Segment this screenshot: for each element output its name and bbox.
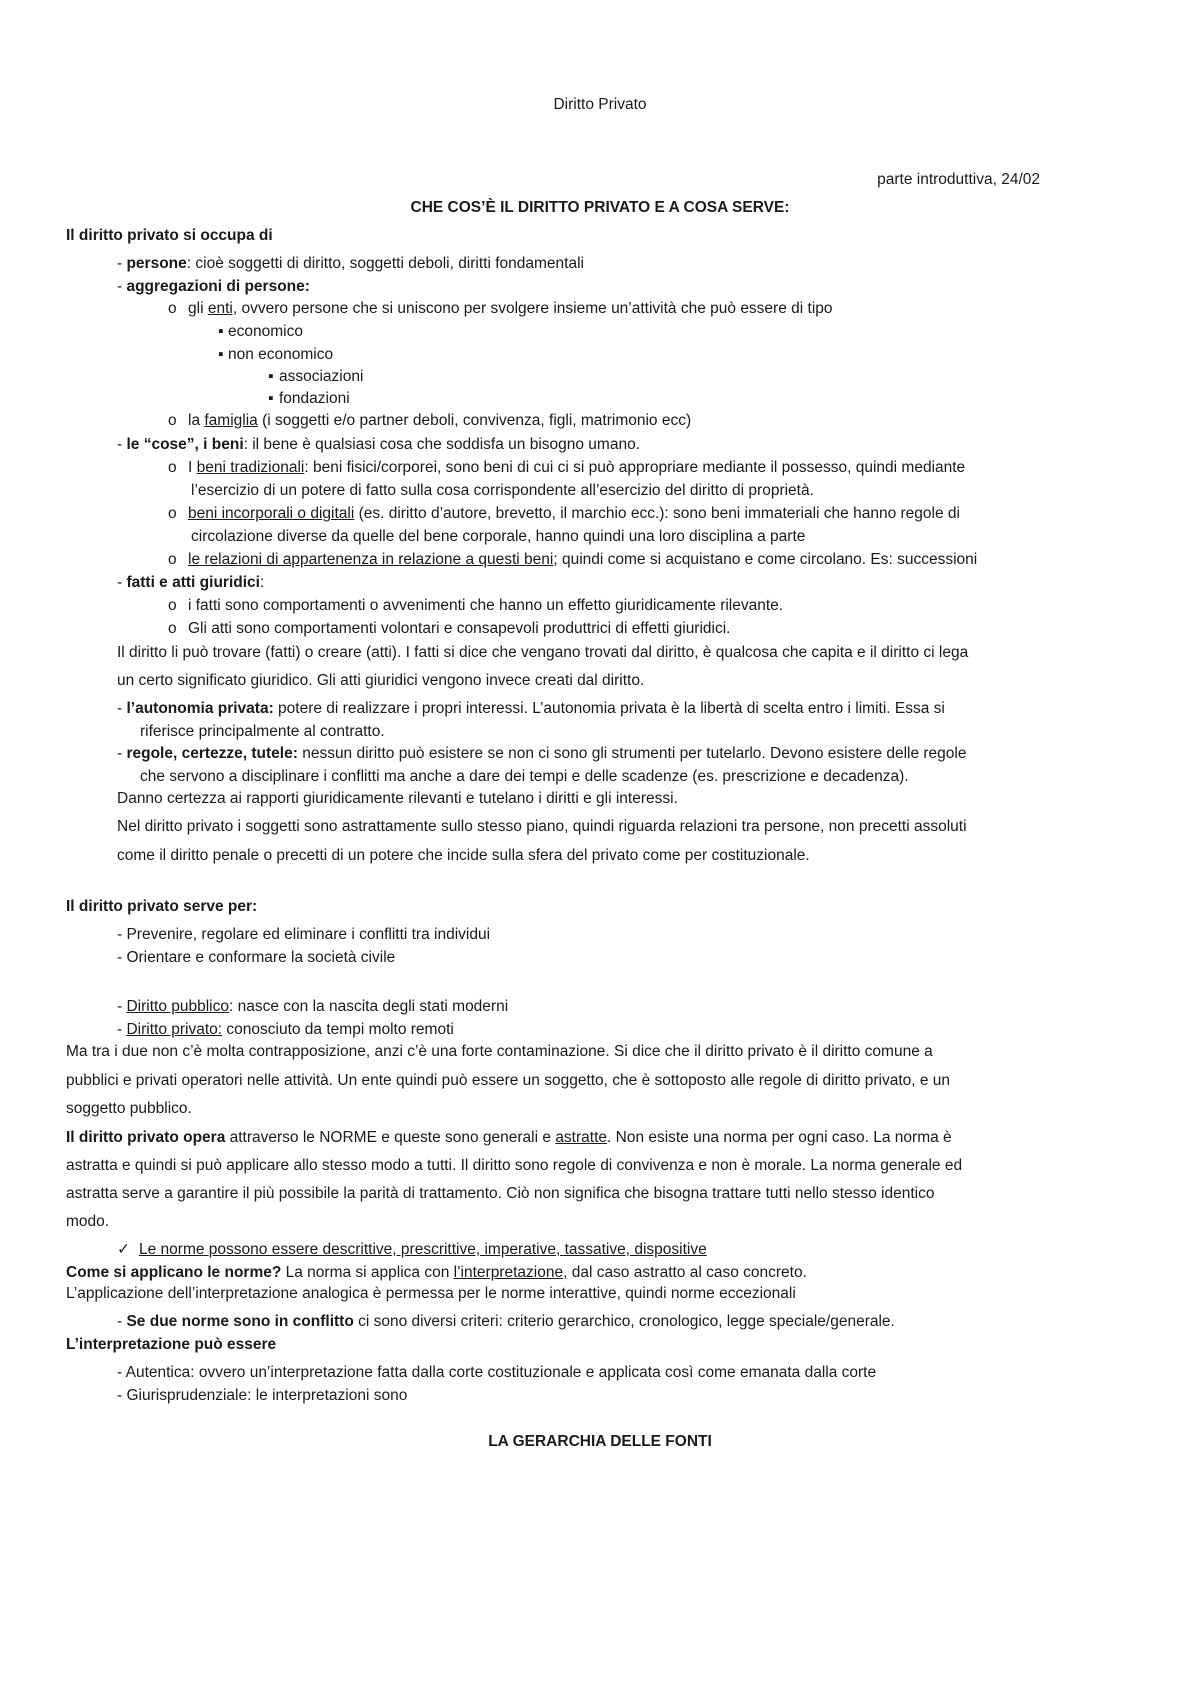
paragraph: L’applicazione dell’interpretazione analogica è permessa per le norme interattive, quindi norme eccezionali (66, 1285, 796, 1302)
list-item: - regole, certezze, tutele: nessun diritto può esistere se non ci sono gli strumenti per tutelarlo. Devono esistere delle regole (117, 745, 967, 762)
list-item: - aggregazioni di persone: (117, 278, 310, 295)
checkmark-icon: ✓ (117, 1241, 130, 1258)
paragraph: Nel diritto privato i soggetti sono astrattamente sullo stesso piano, quindi riguarda relazioni tra persone, non precetti assoluti (117, 818, 967, 835)
text-line: riferisce principalmente al contratto. (140, 723, 385, 740)
list-item: - Autentica: ovvero un’interpretazione fatta dalla corte costituzionale e applicata così come emanata dalla corte (117, 1364, 877, 1381)
section-heading: LA GERARCHIA DELLE FONTI (488, 1433, 712, 1450)
list-item: ▪ economico (218, 323, 303, 340)
paragraph: soggetto pubblico. (66, 1100, 192, 1117)
paragraph: un certo significato giuridico. Gli atti giuridici vengono invece creati dal diritto. (117, 672, 645, 689)
list-item: - l’autonomia privata: potere di realizzare i propri interessi. L’autonomia privata è la libertà di scelta entro i limiti. Essa si (117, 700, 945, 717)
list-item: - Orientare e conformare la società civile (117, 949, 396, 966)
list-item: - Giurisprudenziale: le interpretazioni sono (117, 1387, 408, 1404)
section-heading: Il diritto privato serve per: (66, 898, 258, 915)
text-line: circolazione diverse da quelle del bene corporale, hanno quindi una loro disciplina a parte (191, 528, 806, 545)
paragraph: pubblici e privati operatori nelle attività. Un ente quindi può essere un soggetto, che è sottoposto alle regole di diritto privato, e un (66, 1072, 951, 1089)
intro-heading: Il diritto privato si occupa di (66, 227, 273, 244)
list-item: - Diritto privato: conosciuto da tempi molto remoti (117, 1021, 454, 1038)
list-item: o la famiglia (i soggetti e/o partner deboli, convivenza, figli, matrimonio ecc) (168, 412, 692, 429)
list-item: ▪ fondazioni (268, 390, 350, 407)
date-note: parte introduttiva, 24/02 (877, 171, 1040, 188)
section-heading: CHE COS’È IL DIRITTO PRIVATO E A COSA SERVE: (410, 199, 790, 216)
paragraph: astratta serve a garantire il più possibile la parità di trattamento. Ciò non significa che bisogna trattare tutti nello stesso identico (66, 1185, 935, 1202)
paragraph: Il diritto privato opera attraverso le NORME e queste sono generali e astratte. Non esiste una norma per ogni caso. La norma è (66, 1129, 952, 1146)
list-item: - Prevenire, regolare ed eliminare i conflitti tra individui (117, 926, 491, 943)
document-title: Diritto Privato (553, 96, 647, 113)
checklist-item: ✓ Le norme possono essere descrittive, prescrittive, imperative, tassative, dispositive (117, 1241, 707, 1258)
paragraph: Il diritto li può trovare (fatti) o creare (atti). I fatti si dice che vengano trovati dal diritto, è qualcosa che capita e il diritto ci lega (117, 644, 969, 661)
paragraph: Come si applicano le norme? La norma si applica con l’interpretazione, dal caso astratto al caso concreto. (66, 1264, 807, 1281)
section-heading: L’interpretazione può essere (66, 1336, 277, 1353)
paragraph: come il diritto penale o precetti di un potere che incide sulla sfera del privato come per costituzionale. (117, 847, 810, 864)
list-item: - le “cose”, i beni: il bene è qualsiasi cosa che soddisfa un bisogno umano. (117, 436, 640, 453)
list-item: ▪ non economico (218, 346, 334, 363)
text-line: Danno certezza ai rapporti giuridicamente rilevanti e tutelano i diritti e gli interessi. (117, 790, 678, 807)
list-item: o Gli atti sono comportamenti volontari e consapevoli produttrici di effetti giuridici. (168, 620, 731, 637)
paragraph: astratta e quindi si può applicare allo stesso modo a tutti. Il diritto sono regole di convivenza e non è morale. La norma generale ed (66, 1157, 963, 1174)
list-item: o i fatti sono comportamenti o avvenimenti che hanno un effetto giuridicamente rilevante. (168, 597, 784, 614)
list-item: o I beni tradizionali: beni fisici/corporei, sono beni di cui ci si può appropriare mediante il possesso, quindi mediante (168, 459, 966, 476)
text-line: che servono a disciplinare i conflitti ma anche a dare dei tempi e delle scadenze (es. prescrizione e decadenza). (140, 768, 909, 785)
list-item: o le relazioni di appartenenza in relazione a questi beni; quindi come si acquistano e come circolano. Es: successioni (168, 551, 978, 568)
list-item: o beni incorporali o digitali (es. diritto d’autore, brevetto, il marchio ecc.): sono beni immateriali che hanno regole di (168, 505, 960, 522)
list-item: ▪ associazioni (268, 368, 364, 385)
list-item: - Diritto pubblico: nasce con la nascita degli stati moderni (117, 998, 509, 1015)
paragraph: modo. (66, 1213, 110, 1230)
list-item: o gli enti, ovvero persone che si uniscono per svolgere insieme un’attività che può essere di tipo (168, 300, 833, 317)
paragraph: Ma tra i due non c’è molta contrapposizione, anzi c’è una forte contaminazione. Si dice che il diritto privato è il diritto comune a (66, 1043, 933, 1060)
text-line: l’esercizio di un potere di fatto sulla cosa corrispondente all’esercizio del diritto di proprietà. (191, 482, 814, 499)
list-item: - Se due norme sono in conflitto ci sono diversi criteri: criterio gerarchico, cronologico, legge speciale/generale. (117, 1313, 895, 1330)
list-item: - fatti e atti giuridici: (117, 574, 265, 591)
list-item: - persone: cioè soggetti di diritto, soggetti deboli, diritti fondamentali (117, 255, 584, 272)
